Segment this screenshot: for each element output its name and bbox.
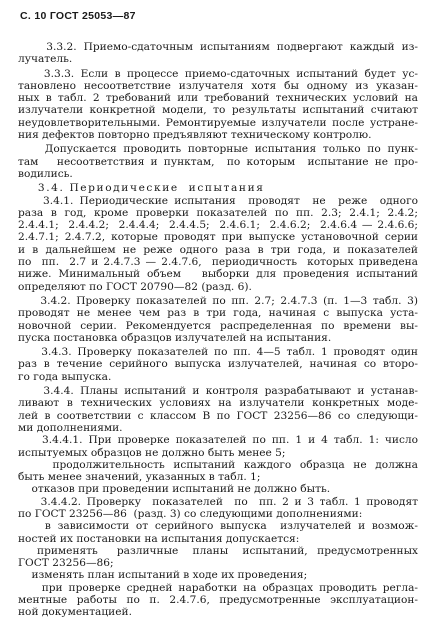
text-line: ных в табл. 2 требований или требований технических условий на (18, 92, 418, 105)
text-line: ливают в технических условиях на излучатели конкретных моде- (18, 397, 418, 410)
text-line: быть менее значений, указанных в табл. 1; (18, 471, 261, 484)
text-line: лей в соответствии с классом В по ГОСТ 23256—86 со следующи- (18, 409, 418, 422)
text-line: по пп. 2.7 и 2.4.7.3 — 2.4.7.6, периодичность которых приведена (18, 256, 418, 269)
text-line: там несоответствия и пунктам, по которым испытание не про- (18, 155, 418, 168)
text-line: 3.4.2. Проверку показателей по пп. 2.7; 2.4.7.3 (п. 1—3 табл. 3) (18, 294, 418, 307)
text-line: 3.3.3. Если в процессе приемо-сдаточных испытаний будет ус- (18, 67, 418, 80)
text-line: го года выпуска. (18, 370, 112, 383)
page-header: С. 10 ГОСТ 25053—87 (20, 10, 136, 22)
text-line: неудовлетворительными. Ремонтируемые излучатели после устране- (18, 116, 418, 129)
text-line: раз в течение серийного выпуска излучателей, начиная со второ- (18, 358, 418, 371)
text-line: 3.4.4. Планы испытаний и контроля разрабатывают и устанав- (18, 385, 418, 398)
text-line: по ГОСТ 23256—86 (разд. 3) со следующими дополнениями: (18, 507, 363, 520)
text-line: ГОСТ 23256—86; (18, 557, 114, 570)
text-line: ния дефектов повторно предъявляют техническому контролю. (18, 129, 372, 142)
text-line: 3.4.4.1. При проверке показателей по пп. 1 и 4 табл. 1: число (18, 434, 418, 447)
text-line: 3.4.3. Проверку показателей по пп. 4—5 табл. 1 проводят один (18, 346, 418, 359)
text-line: тановлено несоответствие излучателя хотя бы одному из указан- (18, 79, 418, 92)
text-line: ной документацией. (18, 606, 132, 619)
text-line: при проверке средней наработки на образцах проводить регла- (18, 581, 418, 594)
text-line: в зависимости от серийного выпуска излучателей и возмож- (18, 520, 418, 533)
body-text (18, 41, 418, 619)
text-line: отказов при проведении испытаний не должно быть. (18, 483, 331, 496)
text-line: продолжительность испытаний каждого образца не должна (18, 458, 418, 471)
text-line: испытуемых образцов не должно быть менее 5; (18, 446, 286, 459)
text-line: применять различные планы испытаний, предусмотренных (18, 544, 418, 557)
text-line: ниже. Минимальный объем выборки для проведения испытаний (18, 268, 418, 281)
text-line: ностей их постановки на испытания допускается: (18, 532, 300, 545)
text-line: 3.4.1. Периодические испытания проводят не реже одного (18, 194, 418, 207)
text-line: изменять план испытаний в ходе их проведения; (18, 569, 308, 582)
text-line: новочной серии. Рекомендуется распределенная по времени вы- (18, 319, 418, 332)
text-line: проводят не менее чем раз в три года, начиная с выпуска уста- (18, 307, 418, 320)
text-line: 2.4.4.1; 2.4.4.2; 2.4.4.4; 2.4.4.5; 2.4.6.1; 2.4.6.2; 2.4.6.4 — 2.4.6.6; (18, 219, 418, 232)
text-line: 3.4.4.2. Проверку показателей по пп. 2 и 3 табл. 1 проводят (18, 495, 418, 508)
text-line: 3.3.2. Приемо-сдаточным испытаниям подвергают каждый из- (18, 41, 418, 53)
text-line: излучатели конкретной модели, то результаты испытаний считают (18, 104, 418, 117)
text-line: ментные работы по п. 2.4.7.6, предусмотренные эксплуатацион- (18, 594, 418, 607)
text-line: 3.4. Периодические испытания (18, 182, 265, 195)
text-line: Допускается проводить повторные испытания только по пунк- (18, 143, 418, 156)
text-line: определяют по ГОСТ 20790—82 (разд. 6). (18, 280, 252, 293)
text-line: пуска постановка образцов излучателей на испытания. (18, 331, 332, 344)
text-line: лучатель. (18, 53, 73, 66)
text-line: раза в год, кроме проверки показателей по пп. 2.3; 2.4.1; 2.4.2; (18, 206, 418, 219)
text-line: водились. (18, 167, 73, 180)
text-line: и в дальнейшем не реже одного раза в три года, и показателей (18, 243, 418, 256)
text-line: 2.4.7.1; 2.4.7.2, которые проводят при выпуске установочной серии (18, 231, 418, 244)
text-line: ми дополнениями. (18, 421, 123, 434)
